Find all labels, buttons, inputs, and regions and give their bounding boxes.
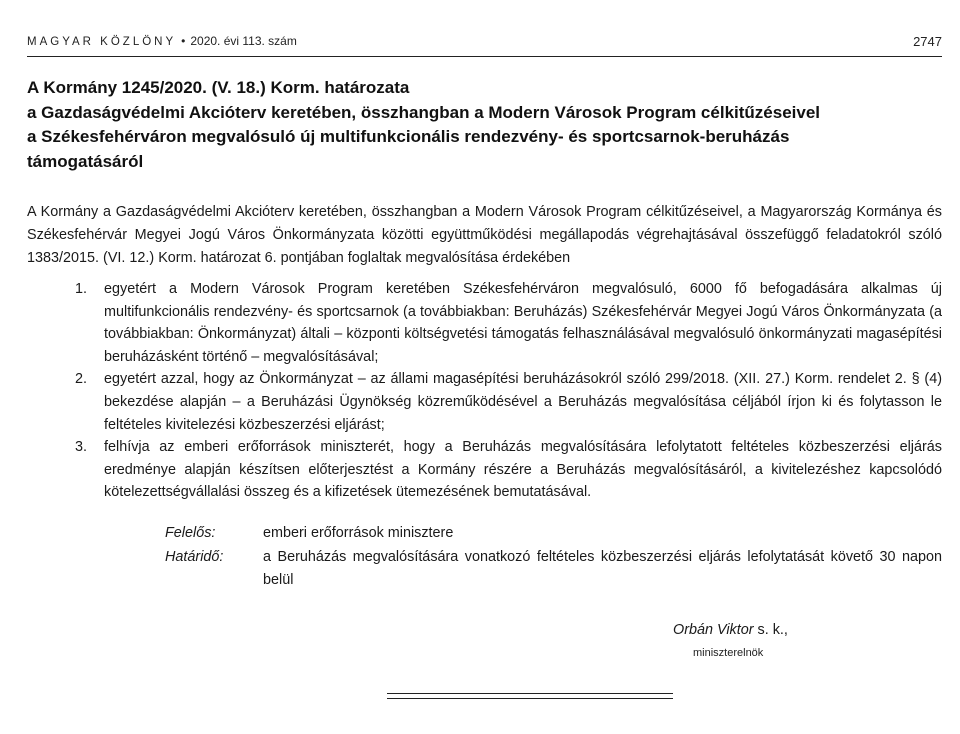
deadline-label: Határidő:: [165, 549, 224, 565]
title-line: támogatásáról: [27, 151, 144, 171]
list-item: [75, 436, 942, 504]
signatory-suffix: s. k.,: [753, 622, 788, 638]
list-item: [75, 368, 942, 436]
item-text: egyetért azzal, hogy az Önkormányzat – az állami magasépítési beruházásokról szóló 299/2018. (XII. 27.) Korm. rendelet 2. § (4) bekezdése alapján – a Beruházási Ügynökség közreműködésével a Beruházás megvalósítása céljából írjon ki és folytasson le feltételes kivitelezési közbeszerzési eljárást;: [104, 371, 942, 433]
responsible-label: Felelős:: [165, 525, 216, 541]
item-number: 1.: [75, 281, 88, 297]
item-number: 3.: [75, 439, 88, 456]
title-line: A Kormány 1245/2020. (V. 18.) Korm. határozata: [27, 78, 410, 97]
intro-paragraph: A Kormány a Gazdaságvédelmi Akcióterv keretében, összhangban a Modern Városok Program célkitűzéseivel, a Magyarország Kormánya és Székesfehérvár Megyei Jogú Város Önkormányzata közötti együttműködési megállapodás végrehajtásával összefüggő feladatokról szóló 1383/2015. (VI. 12.) Korm. határozat 6. pontjában foglaltak megvalósítása érdekében: [27, 204, 942, 266]
title-line: a Gazdaságvédelmi Akcióterv keretében, összhangban a Modern Városok Program célkitűzéseivel: [27, 102, 821, 122]
item-number: 2.: [75, 371, 88, 388]
header-rule: [27, 56, 942, 57]
item-text: egyetért a Modern Városok Program keretében Székesfehérváron megvalósuló, 6000 fő befogadására alkalmas új multifunkcionális rendezvény- és sportcsarnok (a továbbiakban: Beruházás) Székesfehérvár Megyei Jogú Város Önkormányzata (a továbbiakban: Önkormányzat) általi – központi költségvetési támogatás felhasználásával megvalósuló önkormányzati magasépítési beruházásként történő – megvalósításával;: [104, 281, 942, 365]
responsible-value: emberi erőforrások minisztere: [263, 525, 454, 541]
signature: [673, 622, 788, 638]
issue-number: 2020. évi 113. szám: [190, 34, 297, 48]
resolution-items: [0, 278, 960, 504]
page-number: 2747: [913, 34, 942, 49]
resolution-title: [27, 76, 937, 174]
list-item: [75, 278, 942, 368]
journal-name: MAGYAR KÖZLÖNY: [27, 36, 177, 48]
signatory-role: miniszterelnök: [693, 647, 764, 659]
item-text: felhívja az emberi erőforrások miniszterét, hogy a Beruházás megvalósítására lefolytatott feltételes közbeszerzési eljárás eredménye alapján készítsen előterjesztést a Kormány részére a Beruházás megvalósításáról, a kivitelezéshez kapcsolódó kötelezettségvállalási összeg és a kifizetések ütemezésének bemutatásával.: [104, 439, 942, 501]
title-line: a Székesfehérváron megvalósuló új multifunkcionális rendezvény- és sportcsarnok-beruházás: [27, 127, 790, 146]
deadline-value: a Beruházás megvalósítására vonatkozó feltételes közbeszerzési eljárás lefolytatását követő 30 napon belül: [263, 549, 942, 588]
closing-double-rule: [387, 693, 673, 699]
page-header: [27, 34, 942, 54]
signatory-name: Orbán Viktor: [673, 622, 754, 638]
header-separator: •: [181, 34, 186, 48]
